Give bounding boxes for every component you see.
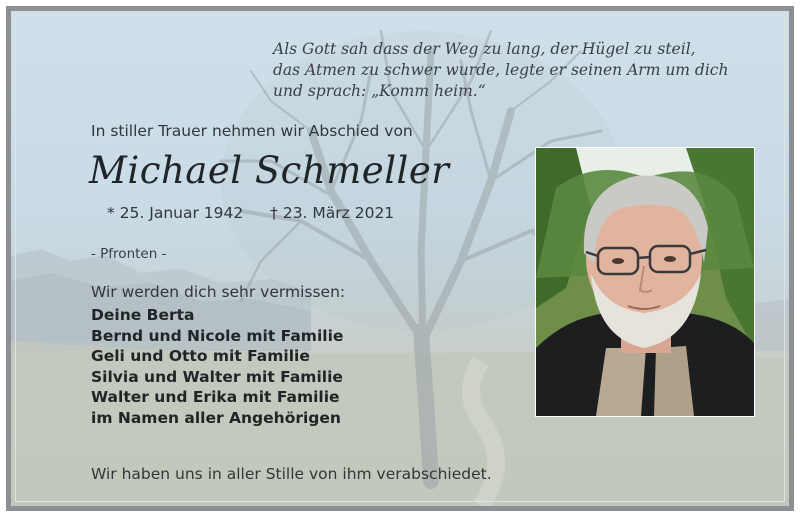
mourner-entry: Deine Berta — [91, 306, 195, 324]
birth-date: * 25. Januar 1942 — [107, 204, 244, 222]
deceased-name: Michael Schmeller — [89, 149, 450, 192]
mourner-entry: Bernd und Nicole mit Familie — [91, 326, 344, 345]
death-date: † 23. März 2021 — [270, 204, 395, 222]
hometown: - Pfronten - — [91, 246, 167, 262]
mourner-entry: Geli und Otto mit Familie — [91, 347, 310, 365]
mourner-entry: im Namen aller Angehörigen — [91, 408, 341, 427]
miss-line: Wir werden dich sehr vermissen: — [91, 283, 346, 301]
poem-verse — [273, 39, 728, 102]
closing-text: Wir haben uns in aller Stille von ihm verabschiedet. — [91, 465, 492, 483]
poem-line: das Atmen zu schwer wurde, legte er seinen Arm um dich — [273, 61, 729, 79]
obituary-card — [6, 6, 794, 511]
mourner-entry: Walter und Erika mit Familie — [91, 388, 340, 406]
intro-text: In stiller Trauer nehmen wir Abschied von — [91, 122, 413, 140]
portrait-photo — [535, 147, 755, 417]
poem-line: Als Gott sah dass der Weg zu lang, der Hügel zu steil, — [273, 40, 696, 58]
mourners-list — [91, 305, 343, 428]
life-dates — [107, 204, 416, 222]
mourner-entry: Silvia und Walter mit Familie — [91, 367, 343, 386]
poem-line: und sprach: „Komm heim.“ — [273, 82, 486, 100]
